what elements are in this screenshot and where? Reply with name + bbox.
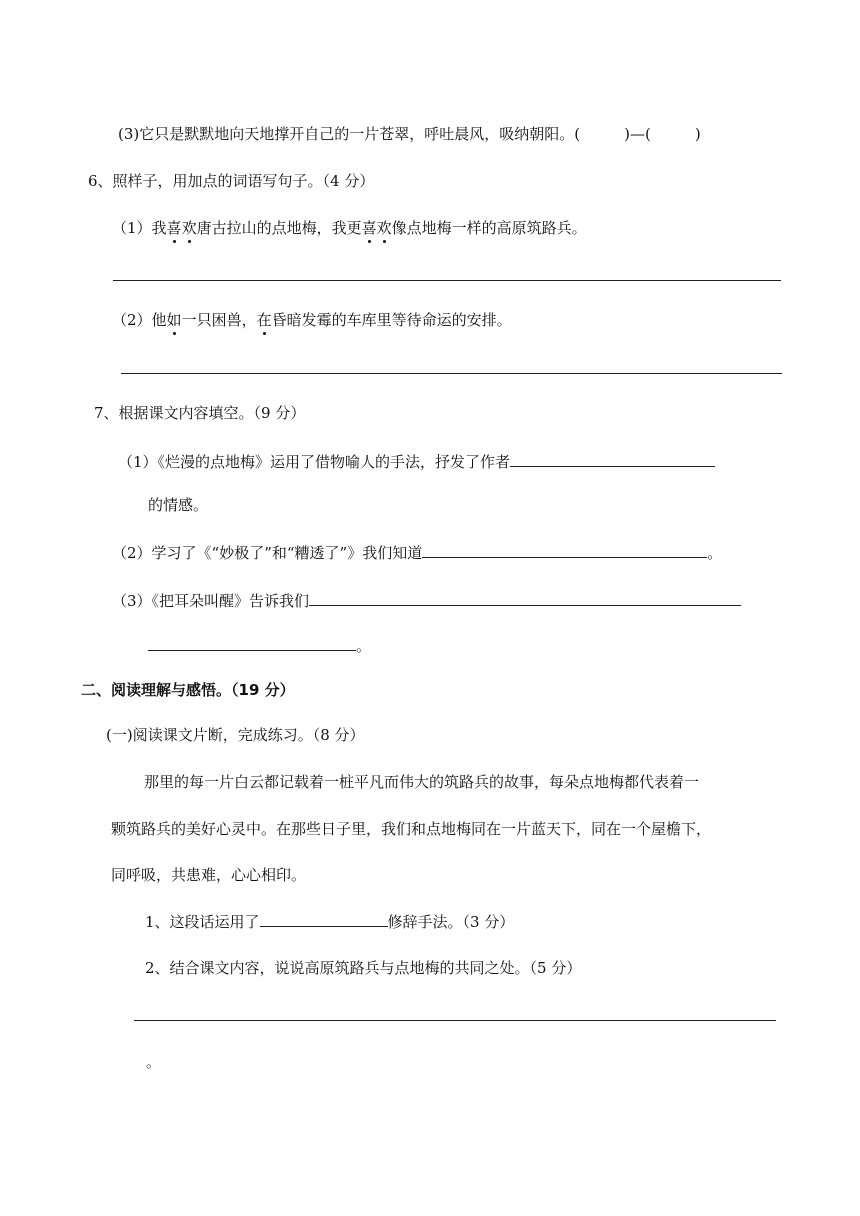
q6-item2-mid: 一只困兽， bbox=[181, 311, 257, 329]
section2-q1-post: 修辞手法。（3 分） bbox=[387, 913, 515, 931]
q6-item2-pre: （2）他 bbox=[112, 311, 167, 329]
q6-item1-pre: （1）我 bbox=[112, 219, 167, 237]
passage-line: 颗筑路兵的美好心灵中。在那些日子里，我们和点地梅同在一片蓝天下，同在一个屋檐下， bbox=[111, 820, 712, 838]
q6-item2-post: 昏暗发霉的车库里等待命运的安排。 bbox=[271, 311, 512, 329]
emphasis-dot-char: 如 bbox=[166, 311, 182, 329]
emphasis-dot-char: 在 bbox=[256, 311, 272, 329]
answer-blank[interactable] bbox=[309, 589, 741, 606]
answer-line[interactable] bbox=[134, 1020, 776, 1021]
q7-title: 7、根据课文内容填空。（9 分） bbox=[94, 404, 306, 422]
q7-item3-end: 。 bbox=[356, 637, 372, 655]
passage-line: 那里的每一片白云都记载着一桩平凡而伟大的筑路兵的故事，每朵点地梅都代表着一 bbox=[144, 773, 700, 791]
answer-blank[interactable] bbox=[422, 541, 707, 558]
q7-item2-end: 。 bbox=[707, 544, 723, 562]
q6-item1-mid: 唐古拉山的点地梅，我更 bbox=[196, 219, 362, 237]
q7-item1-cont: 的情感。 bbox=[148, 496, 209, 514]
answer-line[interactable] bbox=[121, 373, 782, 374]
q5-item3-mid: )—( bbox=[624, 125, 651, 143]
emphasis-dot-char: 欢 bbox=[376, 219, 392, 237]
q7-item3 bbox=[112, 589, 741, 611]
q7-item3-text: （3）《把耳朵叫醒》告诉我们 bbox=[112, 592, 310, 610]
q5-item3-text: (3)它只是默默地向天地撑开自己的一片苍翠，呼吐晨风，吸纳朝阳。( bbox=[118, 125, 581, 143]
emphasis-dot-char: 喜 bbox=[166, 219, 182, 237]
emphasis-dot-char: 欢 bbox=[181, 219, 197, 237]
q7-item2 bbox=[112, 541, 722, 563]
q5-item3 bbox=[118, 124, 701, 144]
q7-item2-text: （2）学习了《“妙极了”和“糟透了”》我们知道 bbox=[112, 544, 423, 562]
q6-item1-post: 像点地梅一样的高原筑路兵。 bbox=[391, 219, 587, 237]
q7-item1 bbox=[118, 450, 715, 472]
answer-blank[interactable] bbox=[260, 910, 388, 927]
answer-blank[interactable] bbox=[148, 634, 356, 651]
q6-title: 6、照样子，用加点的词语写句子。（4 分） bbox=[88, 172, 375, 190]
passage-line: 同呼吸，共患难，心心相印。 bbox=[111, 866, 307, 884]
q5-item3-end: ) bbox=[694, 125, 701, 143]
section2-q2: 2、结合课文内容，说说高原筑路兵与点地梅的共同之处。（5 分） bbox=[145, 959, 582, 977]
q7-item1-text: （1）《烂漫的点地梅》运用了借物喻人的手法，抒发了作者 bbox=[118, 453, 511, 471]
answer-line[interactable] bbox=[113, 280, 781, 281]
section2-part1-title: (一)阅读课文片断，完成练习。（8 分） bbox=[106, 726, 365, 744]
emphasis-dot-char: 喜 bbox=[361, 219, 377, 237]
q6-item2 bbox=[112, 310, 512, 330]
answer-blank[interactable] bbox=[510, 450, 715, 467]
section2-q1 bbox=[145, 910, 514, 932]
section2-q1-pre: 1、这段话运用了 bbox=[145, 913, 260, 931]
section2-title: 二、阅读理解与感悟。（19 分） bbox=[81, 681, 295, 699]
q7-item3-cont bbox=[148, 634, 371, 656]
q6-item1 bbox=[112, 218, 587, 238]
section2-q2-end: 。 bbox=[146, 1053, 162, 1071]
